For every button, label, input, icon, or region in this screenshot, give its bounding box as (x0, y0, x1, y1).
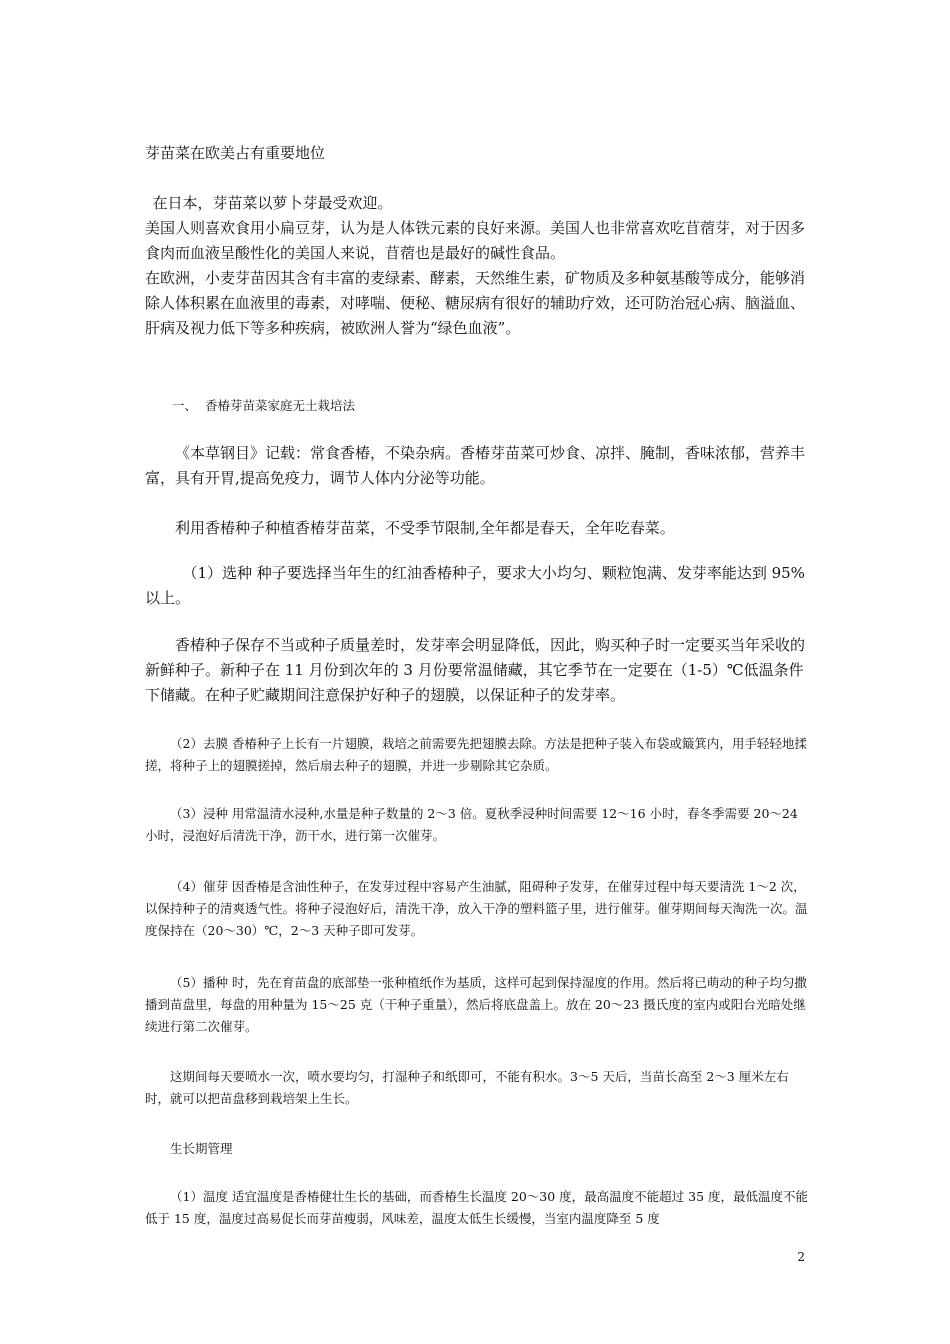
paragraph-bencao: 《本草钢目》记载：常食香椿，不染杂病。香椿芽苗菜可炒食、凉拌、腌制，香味浓郁，营养丰富，具有开胃,提高免疫力，调节人体内分泌等功能。 (145, 444, 806, 487)
paragraph-step5: （5）播种 时，先在育苗盘的底部垫一张种植纸作为基质，这样可起到保持湿度的作用。然后将已萌动的种子均匀撒播到苗盘里，每盘的用种量为 15～25 克（干种子重量），然后将底盘盖上。放在 20～23 摄氏度的室内或阳台光暗处继续进行第二次催芽。 (145, 975, 807, 1034)
intro-europe: 在欧洲，小麦芽苗因其含有丰富的麦绿素、酵素，天然维生素，矿物质及多种氨基酸等成分，能够消除人体积累在血液里的毒素，对哮喘、便秘、糖尿病有很好的辅助疗效，还可防治冠心病、脑溢血、肝病及视力低下等多种疾病，被欧洲人誉为“绿色血液”。 (145, 269, 806, 337)
page-number: 2 (797, 1250, 805, 1264)
paragraph-step2: （2）去膜 香椿种子上长有一片翅膜，栽培之前需要先把翅膜去除。方法是把种子装入布袋或簸箕内，用手轻轻地揉搓，将种子上的翅膜搓掉，然后扇去种子的翅膜，并进一步剔除其它杂质。 (145, 736, 807, 773)
paragraph-temperature: （1）温度 适宜温度是香椿健壮生长的基础，而香椿生长温度 20～30 度，最高温度不能超过 35 度，最低温度不能低于 15 度，温度过高易促长而芽苗瘦弱，风味差，温度太低生长缓慢，当室内温度降至 5 度 (145, 1189, 809, 1226)
growth-heading: 生长期管理 (170, 1141, 233, 1156)
paragraph-use: 利用香椿种子种植香椿芽苗菜，不受季节限制,全年都是春天，全年吃春菜。 (175, 519, 675, 537)
paragraph-spray: 这期间每天要喷水一次，喷水要均匀，打湿种子和纸即可，不能有积水。3～5 天后，当苗长高至 2～3 厘米左右时，就可以把苗盘移到栽培架上生长。 (145, 1069, 789, 1106)
doc-title: 芽苗菜在欧美占有重要地位 (145, 144, 326, 162)
paragraph-step4: （4）催芽 因香椿是含油性种子，在发芽过程中容易产生油腻，阻碍种子发芽，在催芽过程中每天要清洗 1～2 次，以保持种子的清爽透气性。将种子浸泡好后，清洗干净，放入干净的塑料篮子里，进行催芽。催芽期间每天淘洗一次。温度保持在（20～30）℃，2～3 天种子即可发芽。 (145, 879, 808, 938)
section-heading: 一、 香椿芽苗菜家庭无土栽培法 (172, 398, 355, 413)
paragraph-step1: （1）选种 种子要选择当年生的红油香椿种子，要求大小均匀、颗粒饱满、发芽率能达到 95%以上。 (145, 564, 805, 607)
paragraph-step3: （3）浸种 用常温清水浸种,水量是种子数量的 2～3 倍。夏秋季浸种时间需要 12～16 小时，春冬季需要 20～24 小时，浸泡好后清洗干净，沥干水，进行第一次催芽。 (145, 806, 798, 843)
paragraph-storage: 香椿种子保存不当或种子质量差时，发芽率会明显降低，因此，购买种子时一定要买当年采收的新鲜种子。新种子在 11 月份到次年的 3 月份要常温储藏，其它季节在一定要在（1-5）℃低温条件下储藏。在种子贮藏期间注意保护好种子的翅膜，以保证种子的发芽率。 (145, 636, 806, 704)
intro-japan: 在日本，芽苗菜以萝卜芽最受欢迎。 (152, 194, 393, 212)
intro-america: 美国人则喜欢食用小扁豆芽，认为是人体铁元素的良好来源。美国人也非常喜欢吃苜蓿芽，对于因多食肉而血液呈酸性化的美国人来说，苜蓿也是最好的碱性食品。 (145, 219, 806, 262)
